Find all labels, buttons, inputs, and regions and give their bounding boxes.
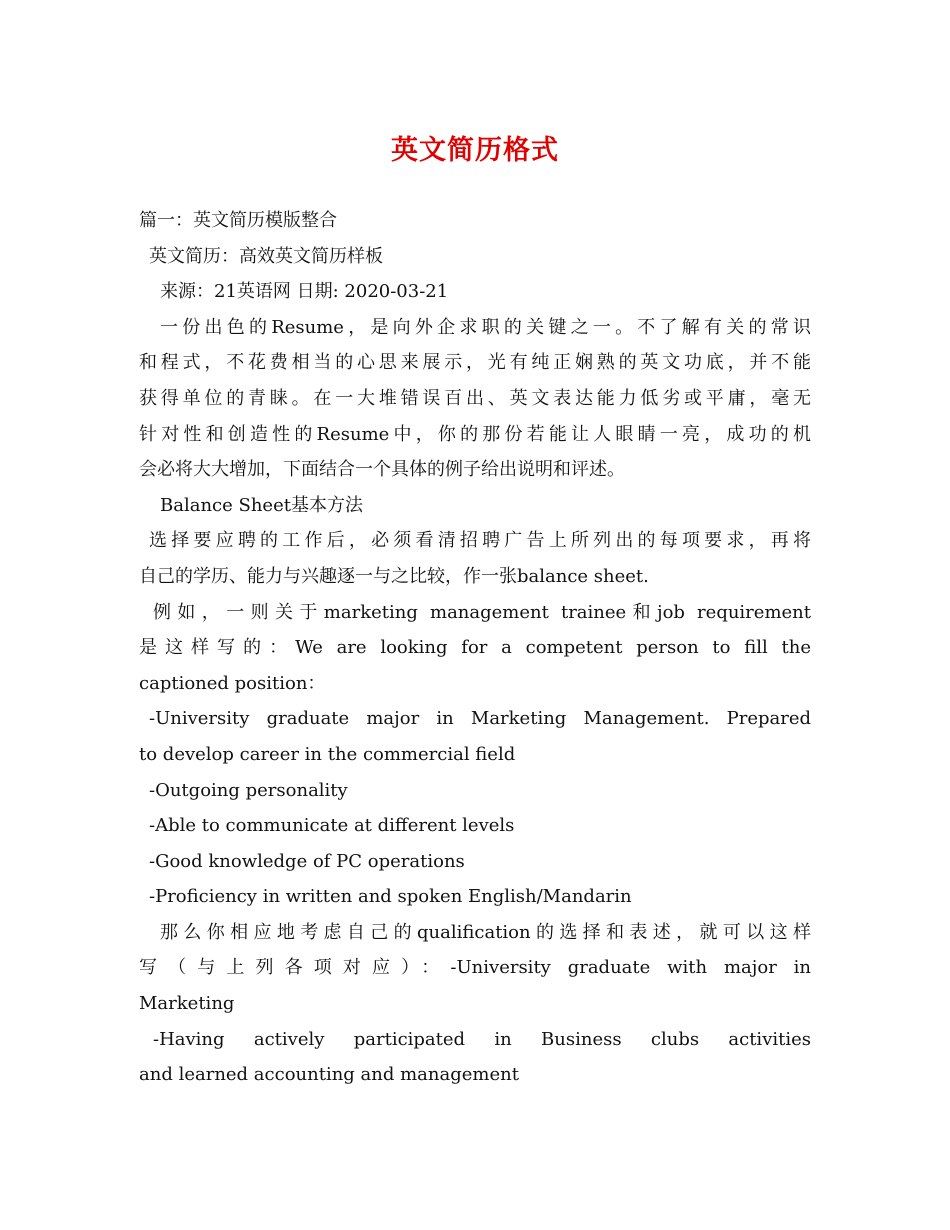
requirement-item: -Good knowledge of PC operations	[149, 850, 465, 872]
paragraph-line: 是这样写的：We are looking for a competent person to fill the	[139, 637, 811, 659]
source-date-line: 来源：21英语网 日期: 2020-03-21	[160, 281, 449, 303]
paragraph-line: 获得单位的青睐。在一大堆错误百出、英文表达能力低劣或平庸，毫无	[139, 387, 811, 409]
paragraph-line: 针对性和创造性的Resume中，你的那份若能让人眼睛一亮，成功的机	[139, 423, 811, 445]
requirement-item: -University graduate major in Marketing Management. Prepared	[149, 708, 811, 730]
paragraph-line: 和程式，不花费相当的心思来展示，光有纯正娴熟的英文功底，并不能	[139, 352, 811, 374]
article-title: 英文简历：高效英文简历样板	[149, 245, 383, 267]
paragraph-line: 写（与上列各项对应）：-University graduate with major in	[139, 957, 811, 979]
paragraph-line: captioned position：	[139, 672, 326, 694]
requirement-item: -Able to communicate at different levels	[149, 815, 515, 837]
paragraph-line: 那么你相应地考虑自己的qualification的选择和表述，就可以这样	[160, 921, 811, 943]
paragraph-line: 一份出色的Resume，是向外企求职的关键之一。不了解有关的常识	[160, 316, 811, 338]
paragraph-line: 选择要应聘的工作后，必须看清招聘广告上所列出的每项要求，再将	[149, 530, 811, 552]
requirement-item-continued: to develop career in the commercial field	[139, 743, 516, 765]
paragraph-line: 会必将大大增加，下面结合一个具体的例子给出说明和评述。	[139, 459, 625, 481]
paragraph-line: 自己的学历、能力与兴趣逐一与之比较，作一张balance sheet.	[139, 565, 649, 587]
requirement-item: -Outgoing personality	[149, 779, 348, 801]
qualification-item: -Having actively participated in Business clubs activities	[153, 1028, 811, 1050]
document-title: 英文简历格式	[391, 135, 559, 166]
qualification-item-continued: and learned accounting and management	[139, 1064, 519, 1086]
document-body	[139, 203, 811, 1093]
paragraph-line: 例如，一则关于marketing management trainee和job requirement	[153, 601, 811, 623]
subheading: Balance Sheet基本方法	[160, 494, 363, 516]
requirement-item: -Proficiency in written and spoken English/Mandarin	[149, 886, 632, 908]
section-heading: 篇一：英文简历模版整合	[139, 210, 337, 231]
paragraph-line: Marketing	[139, 993, 235, 1015]
